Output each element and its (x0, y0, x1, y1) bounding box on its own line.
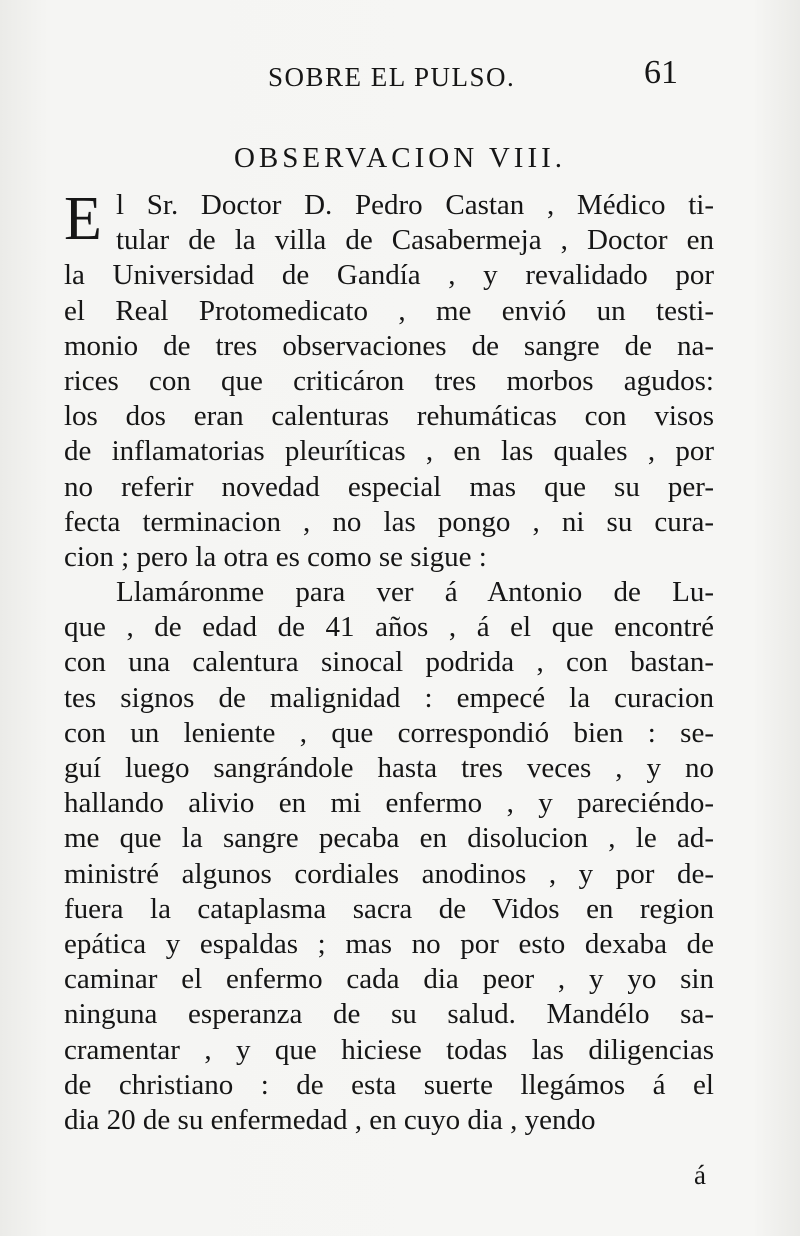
text-line: cion ; pero la otra es como se sigue : (64, 540, 487, 573)
text-line: Llamáronme para ver á Antonio de Lu- (116, 576, 714, 609)
text-line: fecta terminacion , no las pongo , ni su cura- (64, 505, 714, 538)
text-line: dia 20 de su enfermedad , en cuyo dia , yendo (64, 1103, 596, 1136)
text-line: fuera la cataplasma sacra de Vidos en region (64, 892, 714, 925)
text-line: ministré algunos cordiales anodinos , y por de- (64, 857, 714, 890)
text-line: tes signos de malignidad : empecé la curacion (64, 681, 714, 714)
drop-cap: E (64, 185, 102, 253)
catchword: á (694, 1160, 706, 1190)
text-line: caminar el enfermo cada dia peor , y yo sin (64, 963, 714, 996)
text-line: la Universidad de Gandía , y revalidado por (64, 259, 714, 292)
text-line: guí luego sangrándole hasta tres veces , y no (64, 752, 714, 784)
text-line: de christiano : de esta suerte llegámos á el (64, 1068, 714, 1101)
text-line: hallando alivio en mi enfermo , y pareciéndo- (64, 787, 714, 820)
body-text (64, 185, 714, 1138)
text-line: monio de tres observaciones de sangre de na- (64, 329, 714, 362)
section-title: OBSERVACION VIII. (233, 142, 567, 174)
text-line: que , de edad de 41 años , á el que encontré (64, 611, 714, 644)
text-line: tular de la villa de Casabermeja , Doctor en (116, 224, 714, 257)
running-head: SOBRE EL PULSO. (268, 62, 516, 92)
page-number: 61 (644, 54, 678, 91)
text-line: l Sr. Doctor D. Pedro Castan , Médico ti- (116, 189, 714, 221)
text-line: rices con que criticáron tres morbos agudos: (64, 364, 714, 397)
text-line: con un leniente , que correspondió bien : se- (64, 716, 714, 749)
text-line: los dos eran calenturas rehumáticas con visos (64, 400, 714, 433)
text-line: de inflamatorias pleuríticas , en las quales , por (64, 435, 714, 468)
text-line: el Real Protomedicato , me envió un testi- (64, 294, 714, 327)
text-line: ninguna esperanza de su salud. Mandélo sa- (64, 998, 714, 1031)
text-line: no referir novedad especial mas que su per- (64, 470, 714, 503)
text-line: epática y espaldas ; mas no por esto dexaba de (64, 927, 714, 960)
paragraph-1 (64, 185, 714, 575)
text-line: me que la sangre pecaba en disolucion , le ad- (64, 822, 714, 855)
text-line: cramentar , y que hiciese todas las diligencias (64, 1033, 714, 1066)
text-line: con una calentura sinocal podrida , con bastan- (64, 646, 714, 679)
paragraph-2 (64, 575, 714, 1138)
